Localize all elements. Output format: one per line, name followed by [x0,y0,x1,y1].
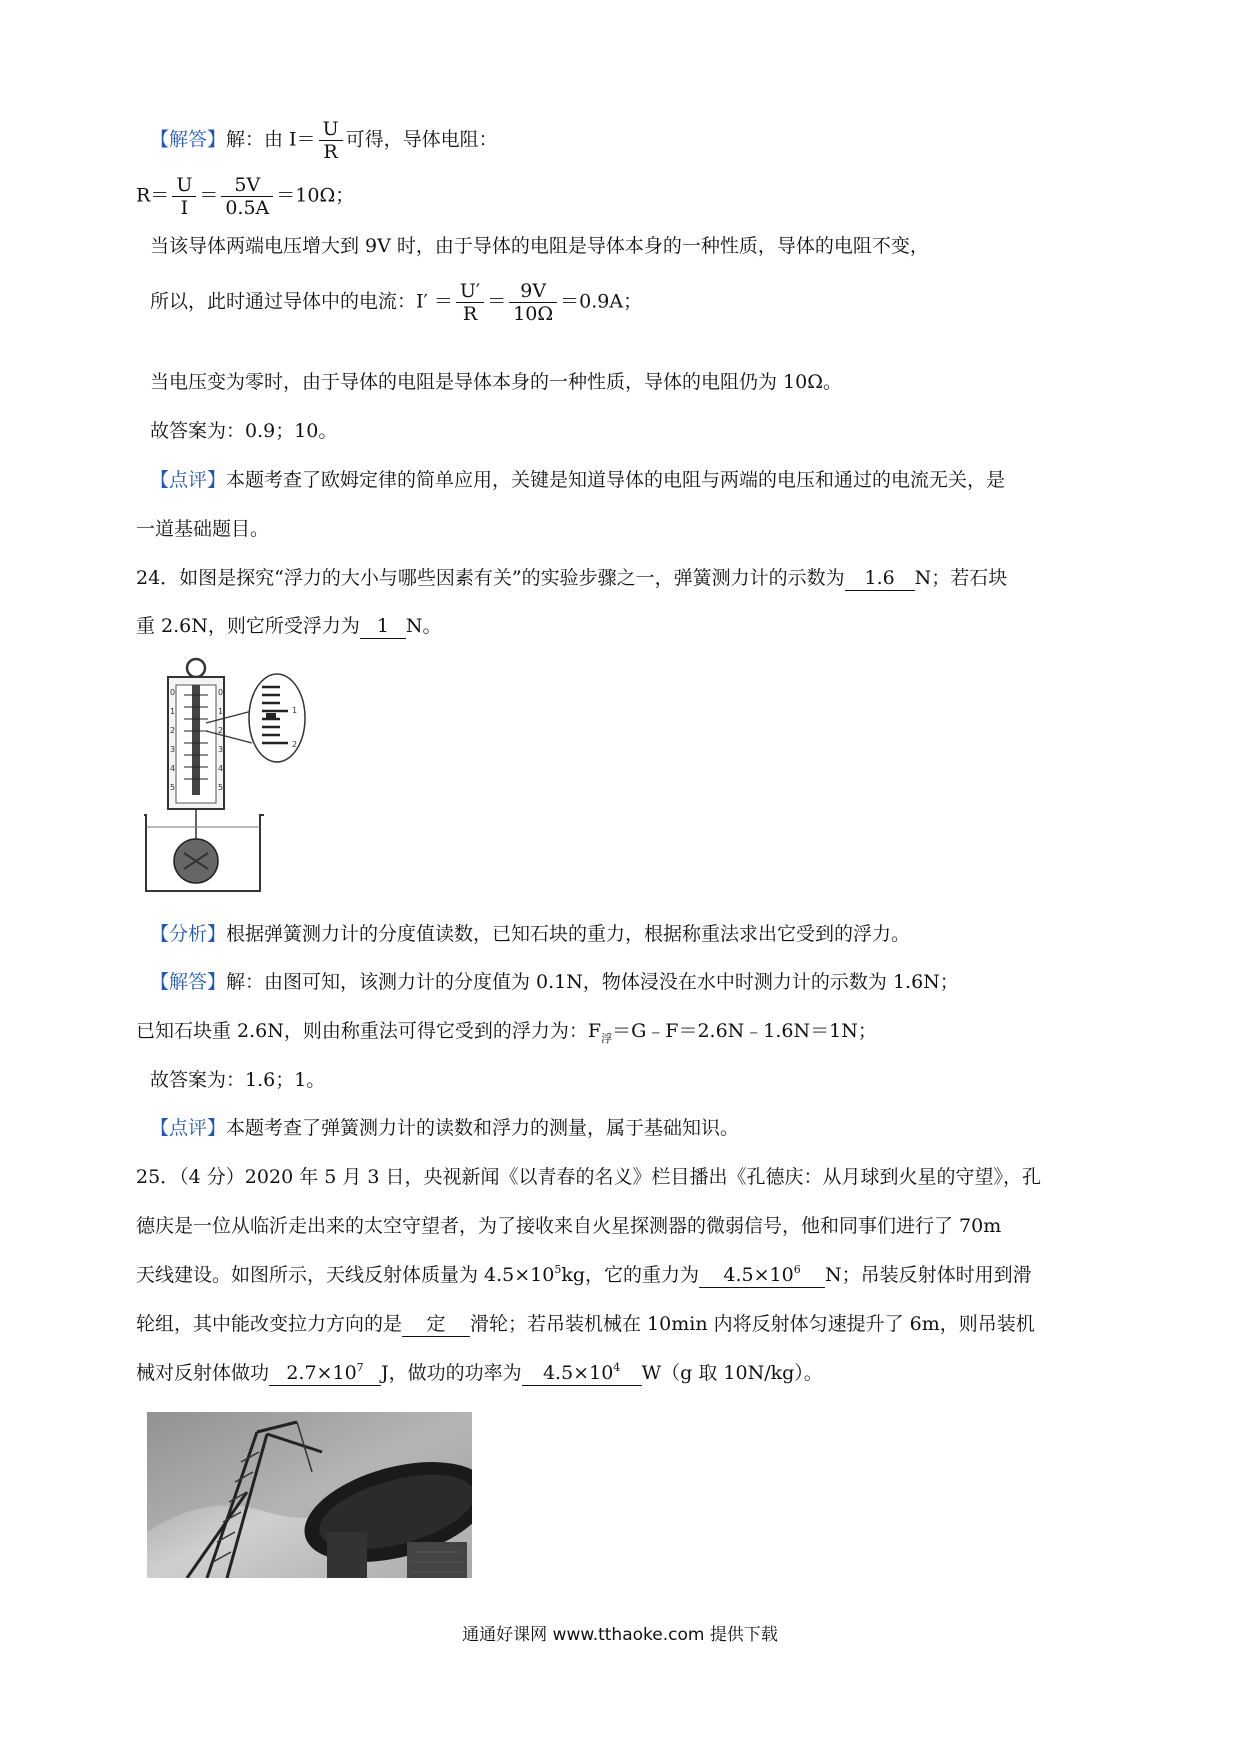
frac-num: 5V [221,174,273,197]
q24-question-line1 [136,564,1007,592]
text: 本题考查了弹簧测力计的读数和浮力的测量，属于基础知识。 [226,1117,740,1139]
text: 所以，此时通过导体中的电流：I′ ＝ [150,290,453,313]
q23-answer-line4 [150,280,642,325]
analysis-tag: 【分析】 [150,923,227,945]
zoom-label: 2 [292,740,298,749]
q23-answer-line2 [136,174,354,219]
answer-blank [699,1263,825,1288]
fraction [509,280,557,325]
text: 可得，导体电阻： [345,128,498,151]
answer-blank: 1.6 [845,566,915,591]
scale-label: 3 [218,745,224,754]
text: 天线建设。如图所示，天线反射体质量为 4.5×10 [136,1264,555,1286]
text: R＝ [136,184,170,207]
q24-analysis [150,920,910,948]
frac-num: 9V [509,280,557,303]
text: 4.5×10 [542,1362,614,1384]
zoom-label: 1 [292,706,298,715]
answer-tag: 【解答】 [150,971,227,993]
superscript: 6 [793,1263,801,1276]
q24-answer [150,968,959,996]
text: ＝ [199,184,219,207]
scale-label: 5 [170,783,176,792]
text: 轮组，其中能改变拉力方向的是 [136,1313,403,1335]
scale-label: 0 [218,688,224,697]
q23-comment [150,466,1005,494]
text: 滑轮；若吊装机械在 10min 内将反射体匀速提升了 6m，则吊装机 [470,1313,1035,1335]
q24-final: 故答案为：1.6；1。 [150,1069,326,1091]
antenna-photo [147,1412,472,1578]
q23-answer-line3: 当该导体两端电压增大到 9V 时，由于导体的电阻是导体本身的一种性质，导体的电阻不变， [150,235,929,257]
answer-blank [269,1361,381,1386]
answer-blank [522,1361,642,1386]
answer-blank: 1 [360,614,406,639]
text: 械对反射体做功 [136,1362,270,1384]
superscript: 7 [356,1361,364,1374]
q24-question-line2 [136,612,442,640]
text: ＝10Ω； [276,184,355,207]
text: 24．如图是探究“浮力的大小与哪些因素有关”的实验步骤之一，弹簧测力计的示数为 [136,567,845,589]
q25-line2: 德庆是一位从临沂走出来的太空守望者，为了接收来自火星探测器的微弱信号，他和同事们进行了 70m [136,1215,1002,1237]
fraction-u-over-r [319,118,343,163]
q24-comment [150,1114,739,1142]
fraction [456,280,484,325]
text: 4.5×10 [723,1264,794,1286]
spring-scale-drawing [140,655,340,895]
comment-tag: 【点评】 [150,1117,227,1139]
scale-label: 1 [170,707,176,716]
text: ＝0.9A； [560,290,643,313]
q25-line1: 25．（4 分）2020 年 5 月 3 日，央视新闻《以青春的名义》栏目播出《孔德庆：从月球到火星的守望》，孔 [136,1166,1042,1188]
scale-label: 0 [170,688,176,697]
scale-label: 4 [218,764,224,773]
scale-label: 5 [218,783,224,792]
subscript: 浮 [601,1031,613,1045]
scale-label: 1 [218,707,224,716]
text: 解：由图可知，该测力计的分度值为 0.1N，物体浸没在水中时测力计的示数为 1.6N； [226,971,959,993]
text: ＝G﹣F＝2.6N﹣1.6N＝1N； [612,1020,877,1042]
frac-num: U′ [456,280,484,303]
answer-blank: 定 [402,1312,470,1337]
text: 本题考查了欧姆定律的简单应用，关键是知道导体的电阻与两端的电压和通过的电流无关，是 [226,469,1006,491]
comment-tag: 【点评】 [150,469,227,491]
frac-den: R [462,303,478,325]
text: J，做功的功率为 [381,1362,522,1384]
text: N。 [405,615,442,637]
q23-comment-cont: 一道基础题目。 [136,518,270,540]
spring-scale-figure [140,655,340,895]
q25-line3 [136,1261,1032,1289]
frac-den: I [180,197,189,219]
text: N；若石块 [914,567,1008,589]
text: 重 2.6N，则它所受浮力为 [136,615,360,637]
q23-answer-line1 [150,118,498,163]
text: 解：由 I＝ [226,128,316,151]
text: W（g 取 10N/kg）。 [641,1362,823,1384]
superscript: 4 [613,1361,621,1374]
text: N；吊装反射体时用到滑 [825,1264,1032,1286]
scale-label: 2 [218,726,224,735]
q25-line4 [136,1310,1035,1338]
frac-den: 10Ω [513,303,554,325]
frac-den: R [323,141,338,163]
scale-label: 4 [170,764,176,773]
frac-num: U [319,118,343,141]
answer-tag: 【解答】 [150,128,227,151]
q23-answer-line6: 故答案为：0.9；10。 [150,420,338,442]
scale-label: 3 [170,745,176,754]
frac-den: 0.5A [225,197,270,219]
text: ＝ [487,290,507,313]
superscript: 5 [554,1263,562,1276]
antenna-photo-drawing [147,1412,472,1578]
fraction [221,174,273,219]
text: 根据弹簧测力计的分度值读数，已知石块的重力，根据称重法求出它受到的浮力。 [226,923,911,945]
q25-line5 [136,1359,823,1387]
text: 2.7×10 [286,1362,357,1384]
q23-answer-line5: 当电压变为零时，由于导体的电阻是导体本身的一种性质，导体的电阻仍为 10Ω。 [150,371,842,393]
page-footer: 通通好课网 www.tthaoke.com 提供下载 [462,1625,778,1645]
text: 已知石块重 2.6N，则由称重法可得它受到的浮力为：F [136,1020,602,1042]
text: kg，它的重力为 [561,1264,700,1286]
scale-label: 2 [170,726,176,735]
fraction [172,174,196,219]
q24-known [136,1017,877,1045]
frac-num: U [172,174,196,197]
